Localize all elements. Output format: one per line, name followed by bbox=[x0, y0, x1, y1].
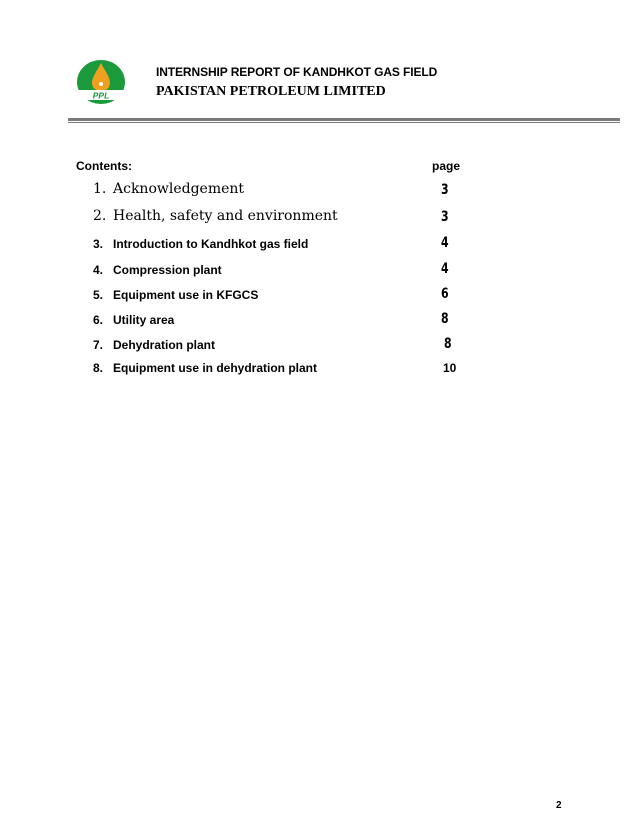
toc-item bbox=[93, 181, 244, 197]
toc-item-title: Introduction to Kandhkot gas field bbox=[113, 237, 309, 251]
header-rule-thick bbox=[68, 118, 620, 121]
contents-heading: Contents: bbox=[76, 159, 132, 173]
toc-item bbox=[93, 237, 308, 251]
company-name: PAKISTAN PETROLEUM LIMITED bbox=[156, 84, 386, 99]
toc-item-page: 8 bbox=[441, 311, 449, 327]
toc-item-title: Utility area bbox=[113, 313, 175, 327]
report-title: INTERNSHIP REPORT OF KANDHKOT GAS FIELD bbox=[156, 65, 438, 79]
toc-item-number: 1. bbox=[93, 181, 107, 197]
toc-item-number: 4. bbox=[93, 263, 104, 277]
toc-item-title: Compression plant bbox=[113, 263, 222, 277]
toc-item-number: 6. bbox=[93, 313, 104, 327]
toc-item-number: 5. bbox=[93, 288, 104, 302]
toc-item bbox=[93, 208, 338, 224]
toc-item-title: Health, safety and environment bbox=[113, 208, 338, 224]
toc-item-page: 4 bbox=[441, 261, 449, 277]
toc-item-number: 8. bbox=[93, 361, 104, 375]
toc-item-title: Dehydration plant bbox=[113, 338, 216, 352]
ppl-logo-icon bbox=[76, 59, 126, 105]
toc-item-number: 2. bbox=[93, 208, 107, 224]
footer-page-number: 2 bbox=[556, 800, 562, 811]
toc-item bbox=[93, 361, 317, 375]
ppl-logo bbox=[76, 59, 126, 105]
toc-item-page: 4 bbox=[441, 235, 449, 251]
toc-item bbox=[93, 313, 174, 327]
toc-item-page: 6 bbox=[441, 286, 449, 302]
toc-item-title: Equipment use in KFGCS bbox=[113, 288, 259, 302]
toc-item-number: 7. bbox=[93, 338, 104, 352]
toc-item-page: 3 bbox=[441, 209, 449, 225]
logo-text: PPL bbox=[92, 90, 110, 101]
toc-item bbox=[93, 338, 215, 352]
toc-item-page: 3 bbox=[441, 182, 449, 198]
toc-item-page: 10 bbox=[443, 361, 457, 375]
header-rule-thin bbox=[68, 122, 620, 123]
toc-item-title: Equipment use in dehydration plant bbox=[113, 361, 318, 375]
toc-item bbox=[93, 263, 222, 277]
toc-item-number: 3. bbox=[93, 237, 104, 251]
toc-item-page: 8 bbox=[444, 336, 452, 352]
toc-item-title: Acknowledgement bbox=[113, 181, 245, 197]
toc-item bbox=[93, 288, 258, 302]
page-column-heading: page bbox=[432, 159, 461, 173]
